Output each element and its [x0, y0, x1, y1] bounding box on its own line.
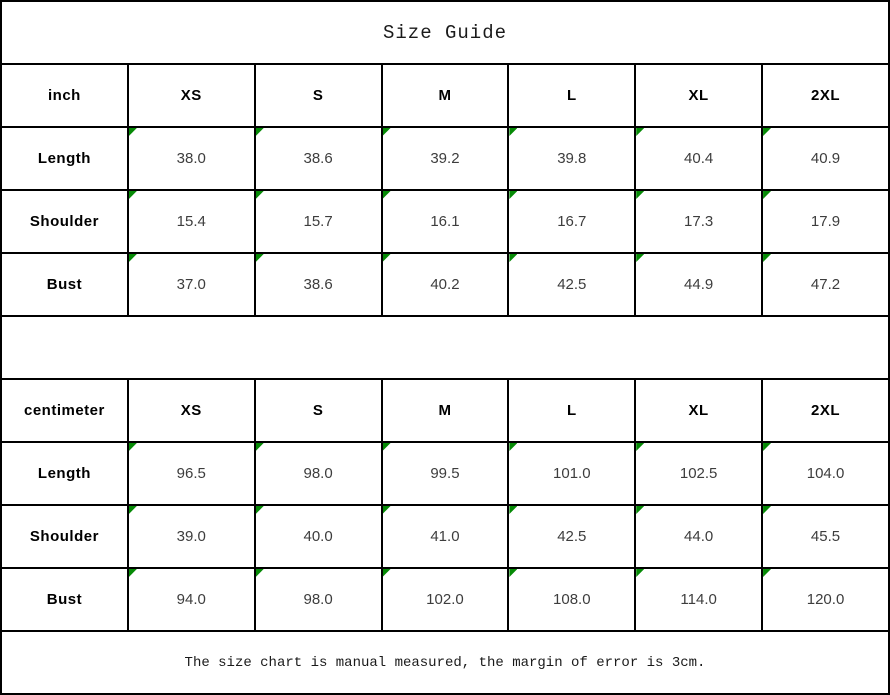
size-value-cell — [635, 253, 762, 316]
excel-number-flag-icon — [383, 569, 391, 577]
size-value-cell — [255, 442, 382, 505]
size-value-cell — [382, 127, 509, 190]
size-value: 38.6 — [303, 276, 333, 293]
excel-number-flag-icon — [763, 191, 771, 199]
size-value-cell — [508, 505, 635, 568]
size-header-cell-m: M — [382, 379, 509, 442]
excel-number-flag-icon — [256, 254, 264, 262]
size-value-cell — [255, 253, 382, 316]
excel-number-flag-icon — [129, 191, 137, 199]
size-value: 98.0 — [303, 591, 333, 608]
excel-number-flag-icon — [763, 569, 771, 577]
size-value: 44.9 — [684, 276, 714, 293]
size-value-cell — [255, 127, 382, 190]
size-value: 102.0 — [426, 591, 464, 608]
size-header-cell-s: S — [255, 379, 382, 442]
excel-number-flag-icon — [383, 506, 391, 514]
excel-number-flag-icon — [636, 506, 644, 514]
measure-label-cell: Bust — [1, 253, 128, 316]
title-row — [1, 1, 889, 64]
size-value: 38.0 — [176, 150, 206, 167]
size-value: 40.0 — [303, 528, 333, 545]
centimeter-header-row — [1, 379, 889, 442]
size-value: 40.4 — [684, 150, 714, 167]
measure-label-cell: Shoulder — [1, 190, 128, 253]
size-header-cell-s: S — [255, 64, 382, 127]
size-value: 101.0 — [553, 465, 591, 482]
spacer-row — [1, 316, 889, 379]
footer-note: The size chart is manual measured, the margin of error is 3cm. — [1, 631, 889, 694]
size-value-cell — [128, 442, 255, 505]
size-value-cell — [255, 568, 382, 631]
size-value: 94.0 — [176, 591, 206, 608]
size-value-cell — [635, 190, 762, 253]
excel-number-flag-icon — [383, 443, 391, 451]
excel-number-flag-icon — [383, 128, 391, 136]
size-value: 45.5 — [810, 528, 841, 545]
size-value-cell — [635, 568, 762, 631]
size-header-cell-l: L — [508, 379, 635, 442]
excel-number-flag-icon — [256, 443, 264, 451]
excel-number-flag-icon — [129, 506, 137, 514]
measure-label-cell: Length — [1, 127, 128, 190]
size-value-cell — [762, 190, 889, 253]
size-value: 42.5 — [557, 528, 587, 545]
excel-number-flag-icon — [256, 569, 264, 577]
size-header-cell-m: M — [382, 64, 509, 127]
excel-number-flag-icon — [129, 128, 137, 136]
excel-number-flag-icon — [763, 128, 771, 136]
measure-label-cell: Shoulder — [1, 505, 128, 568]
size-value: 17.9 — [810, 213, 841, 230]
size-value-cell — [382, 253, 509, 316]
table-row-inch-length — [1, 127, 889, 190]
size-value-cell — [128, 568, 255, 631]
size-value: 17.3 — [684, 213, 714, 230]
excel-number-flag-icon — [763, 254, 771, 262]
size-value: 38.6 — [303, 150, 333, 167]
size-value-cell — [762, 568, 889, 631]
size-value-cell — [255, 190, 382, 253]
page-title: Size Guide — [1, 1, 889, 64]
size-header-cell-l: L — [508, 64, 635, 127]
size-value: 104.0 — [806, 465, 845, 482]
size-value-cell — [382, 568, 509, 631]
size-value: 39.0 — [176, 528, 206, 545]
excel-number-flag-icon — [129, 443, 137, 451]
excel-number-flag-icon — [636, 569, 644, 577]
excel-number-flag-icon — [636, 443, 644, 451]
excel-number-flag-icon — [509, 569, 517, 577]
inch-header-row — [1, 64, 889, 127]
excel-number-flag-icon — [509, 254, 517, 262]
size-value: 99.5 — [430, 465, 460, 482]
excel-number-flag-icon — [129, 254, 137, 262]
size-value: 37.0 — [176, 276, 206, 293]
measure-label-cell: Bust — [1, 568, 128, 631]
size-value-cell — [762, 253, 889, 316]
size-value-cell — [128, 190, 255, 253]
size-value: 102.5 — [679, 465, 718, 482]
size-header-cell-2xl: 2XL — [762, 379, 889, 442]
table-row-inch-bust — [1, 253, 889, 316]
size-value: 40.9 — [810, 150, 841, 167]
size-value-cell — [762, 442, 889, 505]
excel-number-flag-icon — [256, 191, 264, 199]
size-value-cell — [635, 505, 762, 568]
size-value-cell — [128, 127, 255, 190]
size-value: 108.0 — [553, 591, 591, 608]
size-value: 44.0 — [684, 528, 714, 545]
unit-header-cell-inch: inch — [1, 64, 128, 127]
excel-number-flag-icon — [129, 569, 137, 577]
size-header-cell-xl: XL — [635, 64, 762, 127]
excel-number-flag-icon — [509, 191, 517, 199]
excel-number-flag-icon — [383, 254, 391, 262]
excel-number-flag-icon — [763, 443, 771, 451]
size-value: 42.5 — [557, 276, 587, 293]
size-value-cell — [128, 505, 255, 568]
size-value-cell — [635, 127, 762, 190]
size-value-cell — [382, 505, 509, 568]
table-row-inch-shoulder — [1, 190, 889, 253]
size-header-cell-xl: XL — [635, 379, 762, 442]
size-value-cell — [508, 568, 635, 631]
size-value: 41.0 — [430, 528, 460, 545]
table-row-cm-length — [1, 442, 889, 505]
size-value: 40.2 — [430, 276, 460, 293]
excel-number-flag-icon — [636, 191, 644, 199]
size-value-cell — [508, 127, 635, 190]
size-value-cell — [635, 442, 762, 505]
size-value: 39.2 — [430, 150, 460, 167]
size-value: 98.0 — [303, 465, 333, 482]
size-value-cell — [255, 505, 382, 568]
size-value-cell — [128, 253, 255, 316]
excel-number-flag-icon — [383, 191, 391, 199]
size-value: 39.8 — [557, 150, 587, 167]
size-value: 15.7 — [303, 213, 333, 230]
size-value-cell — [508, 190, 635, 253]
excel-number-flag-icon — [509, 506, 517, 514]
unit-header-cell-centimeter: centimeter — [1, 379, 128, 442]
size-value-cell — [508, 442, 635, 505]
size-header-cell-2xl: 2XL — [762, 64, 889, 127]
size-value-cell — [508, 253, 635, 316]
size-value: 120.0 — [806, 591, 845, 608]
size-value: 16.7 — [557, 213, 587, 230]
size-header-cell-xs: XS — [128, 379, 255, 442]
excel-number-flag-icon — [636, 128, 644, 136]
measure-label-cell: Length — [1, 442, 128, 505]
table-row-cm-shoulder — [1, 505, 889, 568]
excel-number-flag-icon — [509, 128, 517, 136]
footer-row — [1, 631, 889, 694]
size-value: 114.0 — [680, 591, 717, 608]
excel-number-flag-icon — [763, 506, 771, 514]
spacer-cell — [1, 316, 889, 379]
size-value-cell — [762, 127, 889, 190]
size-value-cell — [762, 505, 889, 568]
size-value: 47.2 — [810, 276, 841, 293]
excel-number-flag-icon — [256, 128, 264, 136]
size-value: 15.4 — [176, 213, 206, 230]
excel-number-flag-icon — [256, 506, 264, 514]
size-value-cell — [382, 190, 509, 253]
table-row-cm-bust — [1, 568, 889, 631]
excel-number-flag-icon — [636, 254, 644, 262]
size-value: 16.1 — [430, 213, 460, 230]
size-header-cell-xs: XS — [128, 64, 255, 127]
size-value-cell — [382, 442, 509, 505]
size-value: 96.5 — [176, 465, 206, 482]
excel-number-flag-icon — [509, 443, 517, 451]
